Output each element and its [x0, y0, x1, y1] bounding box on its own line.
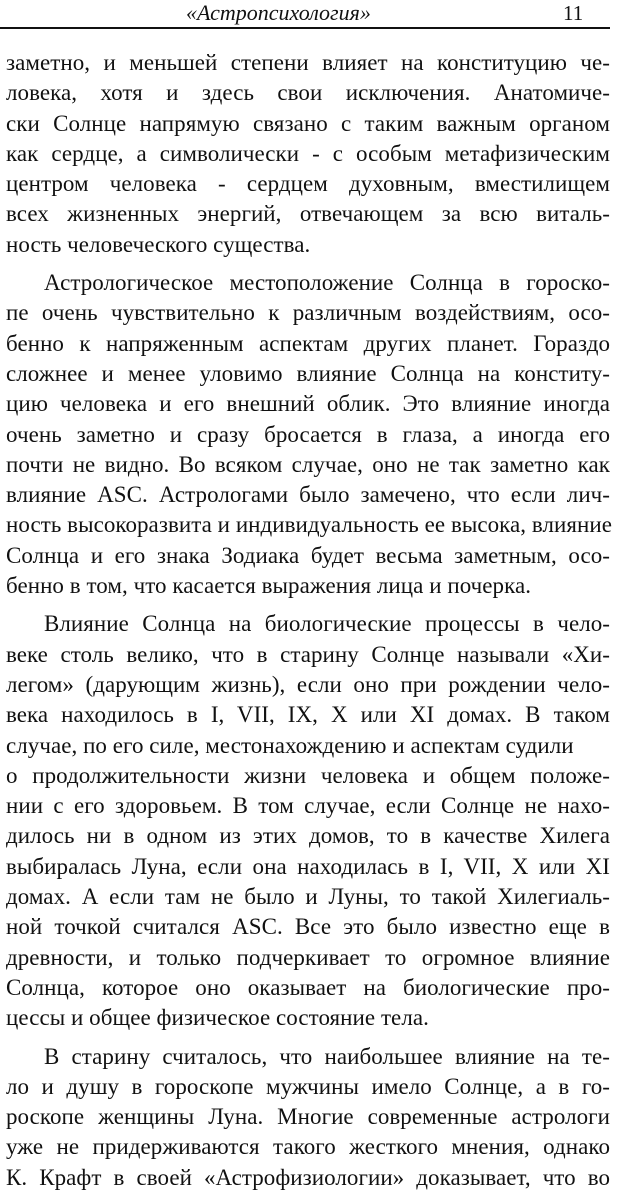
text-line: заметно, и меньшей степени влияет на конституцию че- — [6, 50, 610, 75]
text-line: очень заметно и сразу бросается в глаза, а иногда его — [6, 421, 610, 447]
text-line: пе очень чувствительно к различным воздействиям, осо- — [6, 300, 610, 326]
text-line: ность человеческого существа. — [6, 231, 311, 257]
running-head — [0, 0, 612, 28]
paragraph-spacing — [6, 260, 610, 268]
text-line: Солнца, которое оно оказывает на биологические про- — [6, 974, 610, 1000]
text-line: домах. А если там не было и Луны, то такой Хилегиаль- — [6, 884, 610, 910]
paragraph-3 — [6, 609, 610, 1033]
text-line: дилось ни в одном из этих домов, то в качестве Хилега — [6, 823, 610, 849]
text-line: Влияние Солнца на биологические процессы в чело- — [44, 611, 610, 637]
text-line: выбиралась Луна, если она находилась в I, VII, X или XI — [6, 853, 610, 879]
paragraph-spacing — [6, 1034, 610, 1042]
text-line: цессы и общее физическое состояние тела. — [6, 1005, 429, 1031]
text-line: роскопе женщины Луна. Многие современные астрологи — [6, 1104, 610, 1130]
text-line: центром человека - сердцем духовным, вместилищем — [6, 171, 610, 197]
text-line: почти не видно. Во всяком случае, оно не так заметно как — [6, 451, 610, 477]
text-line: века находилось в I, VII, IX, X или XI домах. В таком — [6, 702, 610, 728]
body-text — [6, 48, 610, 1193]
text-line: всех жизненных энергий, отвечающем за всю виталь- — [6, 201, 610, 227]
text-line: легом» (дарующим жизнь), если оно при рождении чело- — [6, 671, 610, 697]
text-line: древности, и только подчеркивает то огромное влияние — [6, 944, 610, 970]
paragraph-1 — [6, 48, 610, 260]
text-line: Астрологическое местоположение Солнца в гороско- — [44, 270, 610, 296]
text-line: Солнца и его знака Зодиака будет весьма заметным, осо- — [6, 542, 610, 568]
paragraph-spacing — [6, 601, 610, 609]
text-line: цию человека и его внешний облик. Это влияние иногда — [6, 391, 610, 417]
text-line: К. Крафт в своей «Астрофизиологии» доказывает, что во — [6, 1164, 610, 1190]
text-line: В старину считалось, что наибольшее влияние на те- — [44, 1043, 610, 1069]
text-line: нии с его здоровьем. В том случае, если Солнце не нахо- — [6, 793, 610, 819]
text-line: ной точкой считался ASC. Все это было известно еще в — [6, 914, 610, 940]
text-line: бенно в том, что касается выражения лица и почерка. — [6, 573, 532, 599]
running-head-title: «Астропсихология» — [186, 0, 371, 25]
text-line: уже не придерживаются такого жесткого мнения, однако — [6, 1134, 610, 1160]
text-line: сложнее и менее уловимо влияние Солнца на конститу- — [6, 360, 610, 386]
text-line: ло и душу в гороскопе мужчины имело Солнце, а в го- — [6, 1073, 610, 1099]
text-line: ски Солнце напрямую связано с таким важным органом — [6, 110, 610, 136]
text-line: ловека, хотя и здесь свои исключения. Анатомиче- — [6, 80, 610, 106]
paragraph-4 — [6, 1042, 610, 1193]
text-line: веке столь велико, что в старину Солнце называли «Хи- — [6, 641, 610, 667]
text-line: ность высокоразвита и индивидуальность ее высока, влияние — [6, 512, 612, 538]
header-rule — [0, 27, 610, 29]
text-line: о продолжительности жизни человека и общем положе- — [6, 762, 610, 788]
paragraph-2 — [6, 268, 610, 601]
text-line: как сердце, а символически - с особым метафизическим — [6, 140, 610, 166]
text-line: бенно к напряженным аспектам других планет. Гораздо — [6, 330, 610, 356]
page-number: 11 — [563, 1, 584, 25]
text-line: влияние ASC. Астрологами было замечено, что если лич- — [6, 482, 610, 508]
text-line: случае, по его силе, местонахождению и аспектам судили — [6, 732, 574, 758]
